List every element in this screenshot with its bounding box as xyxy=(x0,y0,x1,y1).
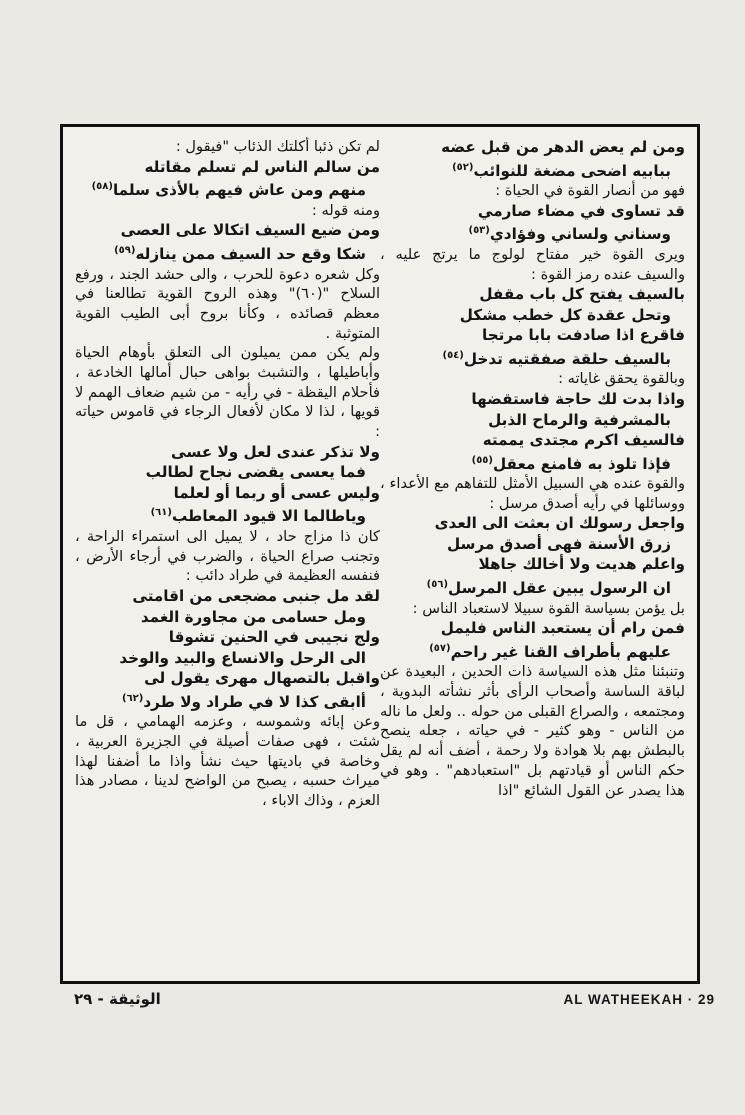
poem-verse xyxy=(380,430,685,451)
text: فما يعسى يقضى نجاح لطالب xyxy=(145,463,366,482)
poem-verse xyxy=(75,648,380,669)
text: ومنه قوله : xyxy=(311,201,380,219)
text: واجعل رسولك ان بعثت الى العدى xyxy=(434,514,685,533)
text: بالسيف يفتح كل باب مقفل xyxy=(479,285,685,304)
poem-verse xyxy=(75,442,380,463)
paragraph xyxy=(380,474,685,513)
text: ببابيه اضحى مضغة للنوائب xyxy=(473,161,671,180)
text: منهم ومن عاش فيهم بالأذى سلما xyxy=(112,181,366,200)
paragraph xyxy=(380,662,685,800)
text: ويرى القوة خير مفتاح لولوج ما يرتج عليه ، والسيف عنده رمز القوة : xyxy=(380,245,685,283)
poem-verse xyxy=(75,462,380,483)
footnote-marker: (٥٩) xyxy=(114,244,136,256)
poem-verse xyxy=(75,689,380,713)
text: من سالم الناس لم تسلم مقاتله xyxy=(144,157,380,176)
footer-arabic-page-label: الوثيقة - ٢٩ xyxy=(74,990,161,1008)
text: كان ذا مزاج حاد ، لا يميل الى استمراء الراحة ، وتجنب صراع الحياة ، والضرب في أرجاء الأرض ، فنفسه العظيمة في طراد دائب : xyxy=(75,527,380,585)
paragraph xyxy=(380,245,685,284)
paragraph xyxy=(380,599,685,619)
poem-verse xyxy=(380,284,685,305)
text: ومن ضيع السيف اتكالا على العصى xyxy=(120,221,380,240)
footnote-marker: (٥٣) xyxy=(468,225,490,237)
paragraph xyxy=(75,343,380,442)
poem-verse xyxy=(380,554,685,575)
text: لقد مل جنبى مضجعى من اقامتى xyxy=(132,587,380,606)
text: وعن إبائه وشموسه ، وعزمه الهمامي ، قل ما شئت ، فهى صفات أصيلة في الجزيرة العربية ، وخاصة في باديتها حيث نشأ واذا ما أضفنا لهذا ميراث حسبه ، يصبح من الواضح لدينا ، مصادر هذا العزم ، وذاك الاباء ، xyxy=(75,713,380,809)
text: وليس عسى أو ربما أو لعلما xyxy=(173,483,380,502)
poem-verse xyxy=(380,201,685,222)
poem-verse xyxy=(380,346,685,370)
poem-verse xyxy=(75,668,380,689)
footnote-marker: (٥٦) xyxy=(426,578,449,590)
text: وتحل عقدة كل خطب مشكل xyxy=(459,305,671,324)
text: والقوة عنده هي السبيل الأمثل للتفاهم مع الأعداء ، ووسائلها في رأيه أصدق مرسل : xyxy=(380,475,685,512)
text: فهو من أنصار القوة في الحياة : xyxy=(495,182,685,200)
poem-verse xyxy=(75,177,380,201)
poem-verse xyxy=(75,220,380,241)
text: وبالقوة يحقق غاياته : xyxy=(558,370,685,388)
text: وياطالما الا قيود المعاطب xyxy=(171,507,366,526)
text: الى الرحل والانساع والبيد والوخد xyxy=(119,648,366,667)
text: وسناني ولساني وفؤادي xyxy=(489,225,671,244)
paragraph xyxy=(380,181,685,201)
footnote-marker: (٥٧) xyxy=(429,642,451,654)
poem-verse xyxy=(380,137,685,158)
paragraph xyxy=(380,369,685,389)
text: فإذا تلوذ به فامنع معقل xyxy=(492,454,671,473)
text: ولم يكن ممن يميلون الى التعلق بأوهام الحياة وأباطيلها ، والتشبث بواهى حبال أمالها الخادعة ، فأحلام اليقظة - في رأيه - من شيم ضعاف الهمم لا قويها ، لذا لا مكان لأفعال الرجاء في قاموس حياته : xyxy=(75,344,380,441)
text: أابقى كذا لا في طراد ولا طرد xyxy=(143,692,366,711)
poem-verse xyxy=(380,158,685,182)
poem-verse xyxy=(75,607,380,628)
poem-verse xyxy=(380,513,685,534)
text: ومن لم يعض الدهر من قبل عضه xyxy=(441,138,685,156)
poem-verse xyxy=(75,241,380,265)
poem-verse xyxy=(380,575,685,599)
text: شكا وقع حد السيف ممن ينازله xyxy=(135,245,366,264)
text: وتنبئنا مثل هذه السياسة ذات الحدين ، البعيدة عن لباقة الساسة وأصحاب الرأى بأثر نشأته البدوية ، ومجتمعه ، والصراع القبلى من حوله .. ولعل ما ناله من الناس - وهو كثير - في حياته ، جعله ينصح بالبطش بهم بلا هوادة ولا رحمة ، أضف أنه لم يقل حكم الناس أو قيادتهم بل "استعبادهم" . وهو في هذا يصدر عن القول الشائع "اذا xyxy=(380,663,685,799)
poem-verse xyxy=(75,503,380,527)
poem-verse xyxy=(380,410,685,431)
paragraph xyxy=(75,712,380,811)
left-column xyxy=(75,137,380,975)
poem-verse xyxy=(75,627,380,648)
poem-verse xyxy=(380,221,685,245)
text: واعلم هديت ولا أخالك جاهلا xyxy=(478,555,685,574)
poem-verse xyxy=(380,305,685,326)
footnote-marker: (٦١) xyxy=(150,507,172,519)
text: بل يؤمن بسياسة القوة سبيلا لاستعباد الناس : xyxy=(412,599,685,617)
text: فمن رام أن يستعبد الناس فليمل xyxy=(440,619,685,638)
footnote-marker: (٥٨) xyxy=(91,181,113,193)
poem-verse xyxy=(380,639,685,663)
text: زرق الأسنة فهى أصدق مرسل xyxy=(447,534,671,553)
poem-verse xyxy=(380,451,685,475)
paragraph xyxy=(75,137,380,157)
right-column xyxy=(380,137,685,975)
poem-verse xyxy=(380,389,685,410)
text: فاقرع اذا صادفت بابا مرتجا xyxy=(482,326,685,345)
poem-verse xyxy=(380,618,685,639)
page-footer xyxy=(60,988,715,1012)
poem-verse xyxy=(75,586,380,607)
poem-verse xyxy=(380,325,685,346)
text: ولج نجيبى في الحنين تشوقا xyxy=(168,628,380,647)
paragraph xyxy=(75,265,380,344)
footnote-marker: (٥٢) xyxy=(452,161,474,173)
text: واقبل بالتصهال مهرى يقول لى xyxy=(144,669,380,688)
text: قد تساوى في مضاء صارمي xyxy=(477,201,685,220)
footnote-marker: (٥٤) xyxy=(442,349,464,361)
text: ومل حسامى من مجاورة الغمد xyxy=(140,607,366,626)
poem-verse xyxy=(75,483,380,504)
text: فالسيف اكرم مجتدى يممته xyxy=(482,431,685,449)
paragraph xyxy=(75,201,380,221)
poem-verse xyxy=(380,534,685,555)
text: واذا بدت لك حاجة فاستقضها xyxy=(471,390,685,408)
text: وكل شعره دعوة للحرب ، والى حشد الجند ، ورفع السلاح "(٦٠)" وهذه الروح القوية تطالعنا في معظم قصائده ، وكأنا بروح أبى الطيب القوية المتوثبة . xyxy=(75,265,380,342)
poem-verse xyxy=(75,157,380,178)
footer-latin-page-label: AL WATHEEKAH · 29 xyxy=(563,992,715,1007)
footnote-marker: (٦٢) xyxy=(122,692,144,704)
article-frame xyxy=(60,124,700,984)
text: عليهم بأطراف القنا غير راحم xyxy=(450,642,671,661)
text: ولا تذكر عندى لعل ولا عسى xyxy=(171,442,380,461)
text: لم تكن ذئبا أكلتك الذئاب "فيقول : xyxy=(175,138,380,155)
text: بالمشرفية والرماح الذبل xyxy=(488,410,671,429)
text: بالسيف حلقة صفقتيه تدخل xyxy=(463,349,671,368)
footnote-marker: (٥٥) xyxy=(471,454,493,466)
paragraph xyxy=(75,527,380,586)
text: ان الرسول يبين عقل المرسل xyxy=(448,579,671,598)
